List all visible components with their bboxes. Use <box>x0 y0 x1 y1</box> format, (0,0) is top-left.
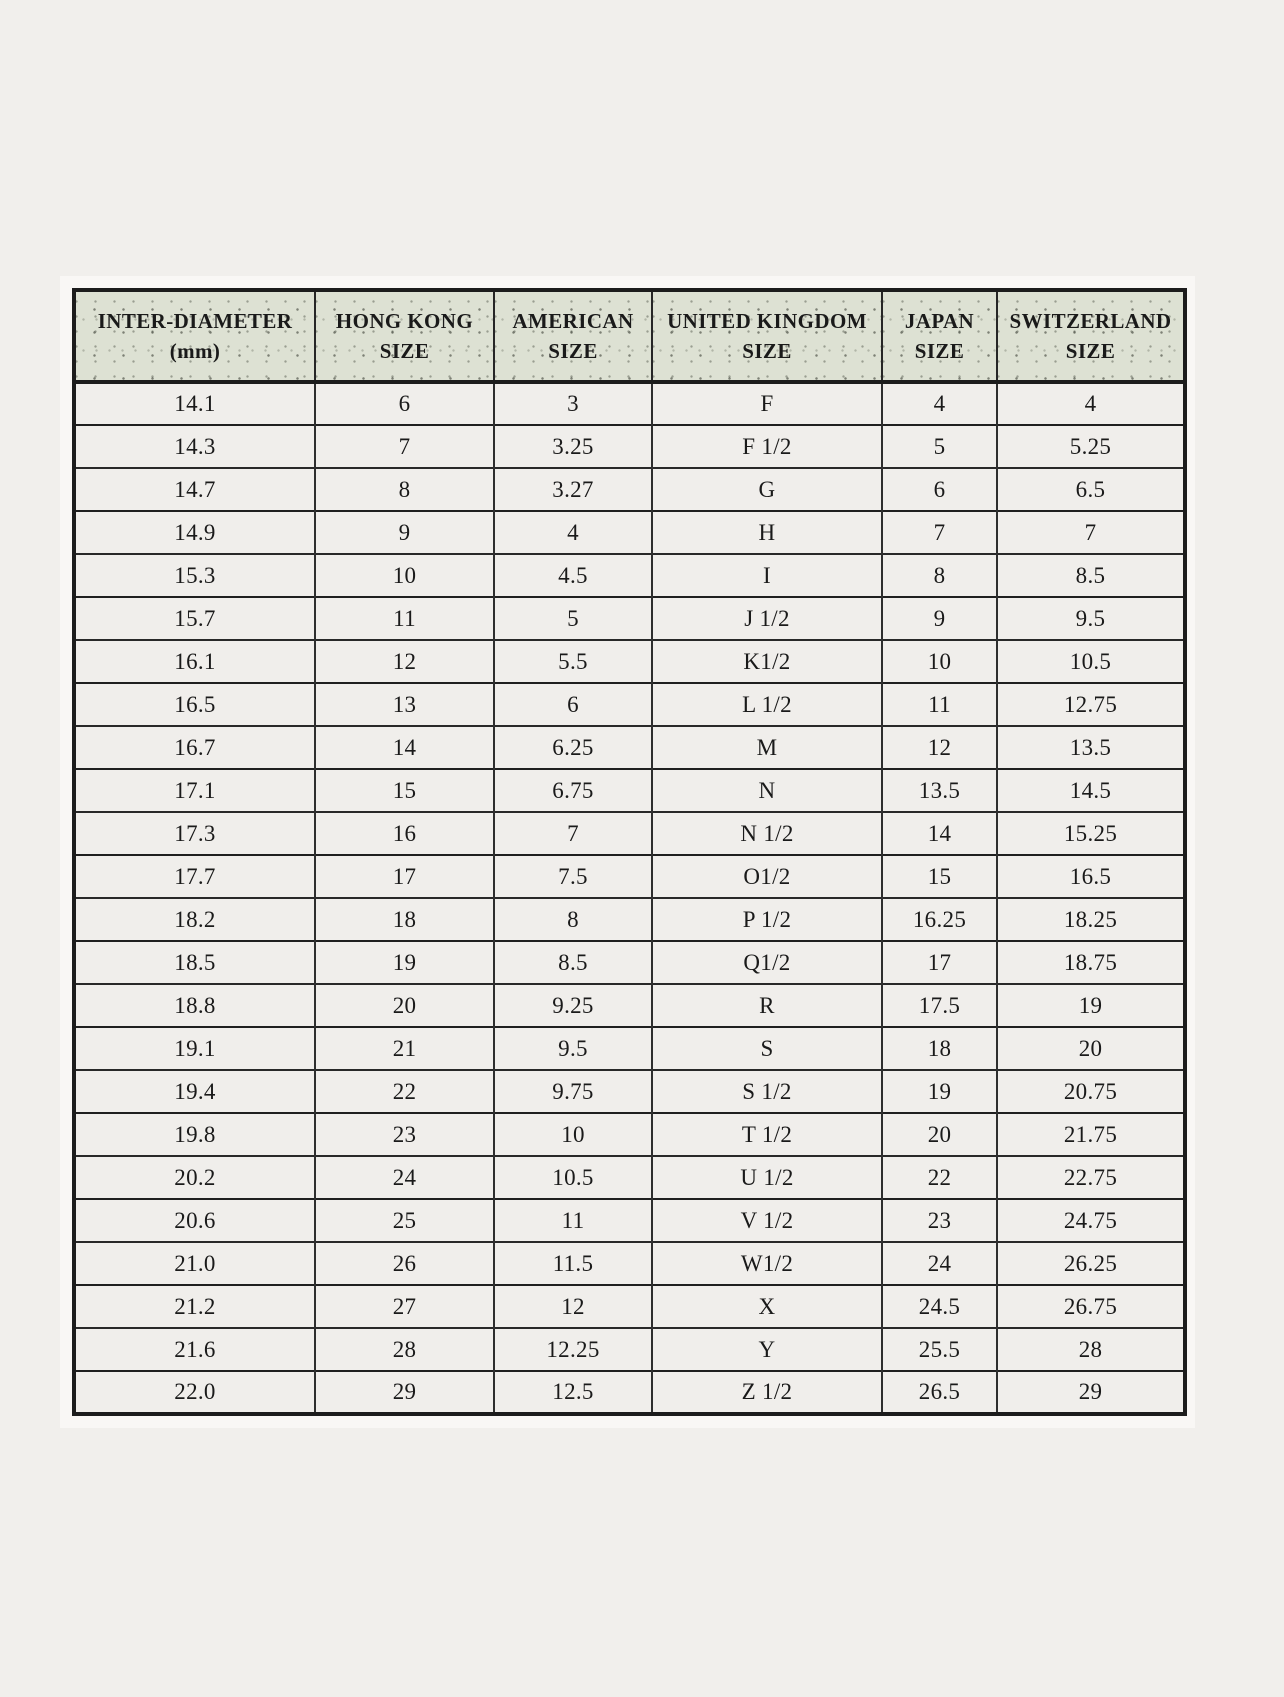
table-cell: 10 <box>882 640 997 683</box>
header-label: HONG KONG <box>335 308 474 333</box>
table-cell: 11 <box>494 1199 652 1242</box>
table-row <box>74 683 1185 726</box>
table-cell: T 1/2 <box>652 1113 882 1156</box>
table-header <box>74 290 1185 382</box>
table-cell: 11 <box>315 597 494 640</box>
table-cell: 9.25 <box>494 984 652 1027</box>
table-cell: 14 <box>882 812 997 855</box>
table-cell: 7.5 <box>494 855 652 898</box>
table-cell: 13.5 <box>997 726 1185 769</box>
table-cell: 17.5 <box>882 984 997 1027</box>
table-cell: 16.5 <box>74 683 315 726</box>
header-label: SWITZERLAND <box>1009 308 1172 333</box>
table-cell: 26.75 <box>997 1285 1185 1328</box>
table-row <box>74 1070 1185 1113</box>
table-cell: S <box>652 1027 882 1070</box>
table-cell: 18.5 <box>74 941 315 984</box>
table-cell: 19.4 <box>74 1070 315 1113</box>
table-cell: U 1/2 <box>652 1156 882 1199</box>
header-label: JAPAN <box>904 308 975 333</box>
column-header-switzerland <box>997 290 1185 382</box>
table-cell: 7 <box>882 511 997 554</box>
table-cell: 20.75 <box>997 1070 1185 1113</box>
table-cell: 15.25 <box>997 812 1185 855</box>
table-cell: O1/2 <box>652 855 882 898</box>
header-sublabel: (mm) <box>169 339 221 363</box>
table-cell: 5.5 <box>494 640 652 683</box>
table-cell: 12 <box>315 640 494 683</box>
table-cell: 18.75 <box>997 941 1185 984</box>
table-cell: M <box>652 726 882 769</box>
column-header-hong-kong <box>315 290 494 382</box>
column-header-japan <box>882 290 997 382</box>
table-cell: 22.75 <box>997 1156 1185 1199</box>
table-cell: 5 <box>882 425 997 468</box>
table-row <box>74 1242 1185 1285</box>
table-cell: 14.9 <box>74 511 315 554</box>
table-cell: 17.3 <box>74 812 315 855</box>
table-row <box>74 1371 1185 1414</box>
table-cell: F 1/2 <box>652 425 882 468</box>
table-cell: 5.25 <box>997 425 1185 468</box>
table-cell: 12.75 <box>997 683 1185 726</box>
table-cell: 26 <box>315 1242 494 1285</box>
table-cell: 25.5 <box>882 1328 997 1371</box>
table-row <box>74 855 1185 898</box>
table-cell: 17 <box>315 855 494 898</box>
ring-size-conversion-table <box>72 288 1187 1416</box>
table-row <box>74 382 1185 425</box>
table-cell: Z 1/2 <box>652 1371 882 1414</box>
table-row <box>74 898 1185 941</box>
table-cell: 20 <box>315 984 494 1027</box>
table-row <box>74 1156 1185 1199</box>
table-cell: K1/2 <box>652 640 882 683</box>
table-cell: 16.1 <box>74 640 315 683</box>
table-cell: 13.5 <box>882 769 997 812</box>
table-row <box>74 511 1185 554</box>
table-cell: 12.25 <box>494 1328 652 1371</box>
table-cell: 11.5 <box>494 1242 652 1285</box>
table-cell: 22.0 <box>74 1371 315 1414</box>
table-cell: 7 <box>315 425 494 468</box>
table-cell: 17 <box>882 941 997 984</box>
table-cell: 8 <box>882 554 997 597</box>
table-cell: 26.5 <box>882 1371 997 1414</box>
table-cell: 21.2 <box>74 1285 315 1328</box>
column-header-american <box>494 290 652 382</box>
table-row <box>74 1328 1185 1371</box>
table-cell: 12 <box>494 1285 652 1328</box>
table-cell: 28 <box>315 1328 494 1371</box>
column-header-united-kingdom <box>652 290 882 382</box>
table-cell: 7 <box>997 511 1185 554</box>
table-cell: 6 <box>882 468 997 511</box>
table-body <box>74 382 1185 1414</box>
table-row <box>74 425 1185 468</box>
table-cell: 5 <box>494 597 652 640</box>
table-cell: I <box>652 554 882 597</box>
table-cell: G <box>652 468 882 511</box>
header-sublabel: SIZE <box>742 339 792 363</box>
table-cell: 10 <box>494 1113 652 1156</box>
table-cell: 16 <box>315 812 494 855</box>
table-cell: 6.25 <box>494 726 652 769</box>
table-cell: 9.5 <box>494 1027 652 1070</box>
table-cell: H <box>652 511 882 554</box>
table-row <box>74 1113 1185 1156</box>
table-cell: 15 <box>882 855 997 898</box>
table-cell: 12.5 <box>494 1371 652 1414</box>
table-cell: 19 <box>882 1070 997 1113</box>
table-cell: 9 <box>882 597 997 640</box>
table-cell: 14.7 <box>74 468 315 511</box>
table-row <box>74 726 1185 769</box>
header-label: AMERICAN <box>512 308 634 333</box>
table-cell: 20 <box>882 1113 997 1156</box>
table-cell: 4 <box>882 382 997 425</box>
header-label: INTER-DIAMETER <box>97 308 293 333</box>
table-cell: 14.5 <box>997 769 1185 812</box>
table-cell: 10.5 <box>997 640 1185 683</box>
table-cell: 18.8 <box>74 984 315 1027</box>
table-cell: 18 <box>882 1027 997 1070</box>
table-cell: F <box>652 382 882 425</box>
table-cell: 21.0 <box>74 1242 315 1285</box>
table-row <box>74 1199 1185 1242</box>
table-cell: 20.2 <box>74 1156 315 1199</box>
table-cell: V 1/2 <box>652 1199 882 1242</box>
table-cell: 25 <box>315 1199 494 1242</box>
table-row <box>74 941 1185 984</box>
table-row <box>74 984 1185 1027</box>
table-cell: 4 <box>997 382 1185 425</box>
header-row <box>74 290 1185 382</box>
table-cell: 16.5 <box>997 855 1185 898</box>
table-cell: 21 <box>315 1027 494 1070</box>
table-cell: 16.7 <box>74 726 315 769</box>
table-cell: 4 <box>494 511 652 554</box>
table-cell: 12 <box>882 726 997 769</box>
table-cell: 9 <box>315 511 494 554</box>
table-cell: 19.1 <box>74 1027 315 1070</box>
table-cell: 6 <box>494 683 652 726</box>
table-cell: 3 <box>494 382 652 425</box>
table-cell: 28 <box>997 1328 1185 1371</box>
table-cell: 21.6 <box>74 1328 315 1371</box>
table-cell: X <box>652 1285 882 1328</box>
table-cell: 18.25 <box>997 898 1185 941</box>
table-cell: 23 <box>882 1199 997 1242</box>
table-cell: 23 <box>315 1113 494 1156</box>
table-cell: 20 <box>997 1027 1185 1070</box>
table-cell: 15.7 <box>74 597 315 640</box>
table-cell: 17.7 <box>74 855 315 898</box>
table-cell: 20.6 <box>74 1199 315 1242</box>
table-cell: 21.75 <box>997 1113 1185 1156</box>
table-cell: 19.8 <box>74 1113 315 1156</box>
table-cell: 7 <box>494 812 652 855</box>
table-cell: 22 <box>882 1156 997 1199</box>
header-sublabel: SIZE <box>914 339 965 363</box>
table-cell: 29 <box>997 1371 1185 1414</box>
table-cell: 15.3 <box>74 554 315 597</box>
table-cell: 14.3 <box>74 425 315 468</box>
table-cell: 6.75 <box>494 769 652 812</box>
header-sublabel: SIZE <box>379 339 430 363</box>
table-row <box>74 554 1185 597</box>
table-cell: 19 <box>997 984 1185 1027</box>
table-cell: 24.75 <box>997 1199 1185 1242</box>
table-cell: 18 <box>315 898 494 941</box>
table-row <box>74 597 1185 640</box>
table-cell: 22 <box>315 1070 494 1113</box>
table-cell: 8 <box>494 898 652 941</box>
table-cell: Y <box>652 1328 882 1371</box>
table-cell: 8.5 <box>997 554 1185 597</box>
table-row <box>74 769 1185 812</box>
header-sublabel: SIZE <box>548 339 598 363</box>
table-cell: 9.75 <box>494 1070 652 1113</box>
table-row <box>74 1027 1185 1070</box>
table-cell: 10.5 <box>494 1156 652 1199</box>
table-cell: 8 <box>315 468 494 511</box>
table-cell: 17.1 <box>74 769 315 812</box>
table-cell: 19 <box>315 941 494 984</box>
table-cell: 26.25 <box>997 1242 1185 1285</box>
table-cell: 8.5 <box>494 941 652 984</box>
column-header-inter-diameter <box>74 290 315 382</box>
table-cell: 6 <box>315 382 494 425</box>
table-cell: 14.1 <box>174 391 216 416</box>
table-cell: 9.5 <box>997 597 1185 640</box>
header-label: UNITED KINGDOM <box>667 308 867 333</box>
table-row <box>74 1285 1185 1328</box>
table-cell: 24 <box>882 1242 997 1285</box>
table-cell: Q1/2 <box>652 941 882 984</box>
table-cell: P 1/2 <box>652 898 882 941</box>
header-sublabel: SIZE <box>1065 339 1116 363</box>
ring-size-chart-container <box>72 288 1183 1416</box>
table-cell: 13 <box>315 683 494 726</box>
table-cell: W1/2 <box>652 1242 882 1285</box>
table-cell: 4.5 <box>494 554 652 597</box>
table-cell: 6.5 <box>997 468 1185 511</box>
table-cell: 16.25 <box>882 898 997 941</box>
table-cell: 29 <box>315 1371 494 1414</box>
table-cell: 10 <box>315 554 494 597</box>
table-cell: 27 <box>315 1285 494 1328</box>
table-cell: 3.25 <box>494 425 652 468</box>
table-cell: 24.5 <box>882 1285 997 1328</box>
table-cell: 11 <box>882 683 997 726</box>
table-cell: 24 <box>315 1156 494 1199</box>
table-cell: N <box>652 769 882 812</box>
table-cell: L 1/2 <box>652 683 882 726</box>
table-row <box>74 468 1185 511</box>
table-cell: R <box>652 984 882 1027</box>
table-cell: 3.27 <box>494 468 652 511</box>
table-cell: S 1/2 <box>652 1070 882 1113</box>
table-row <box>74 812 1185 855</box>
table-row <box>74 640 1185 683</box>
table-cell: 15 <box>315 769 494 812</box>
table-cell: 18.2 <box>74 898 315 941</box>
table-cell: N 1/2 <box>652 812 882 855</box>
table-cell: J 1/2 <box>652 597 882 640</box>
table-cell: 14 <box>315 726 494 769</box>
